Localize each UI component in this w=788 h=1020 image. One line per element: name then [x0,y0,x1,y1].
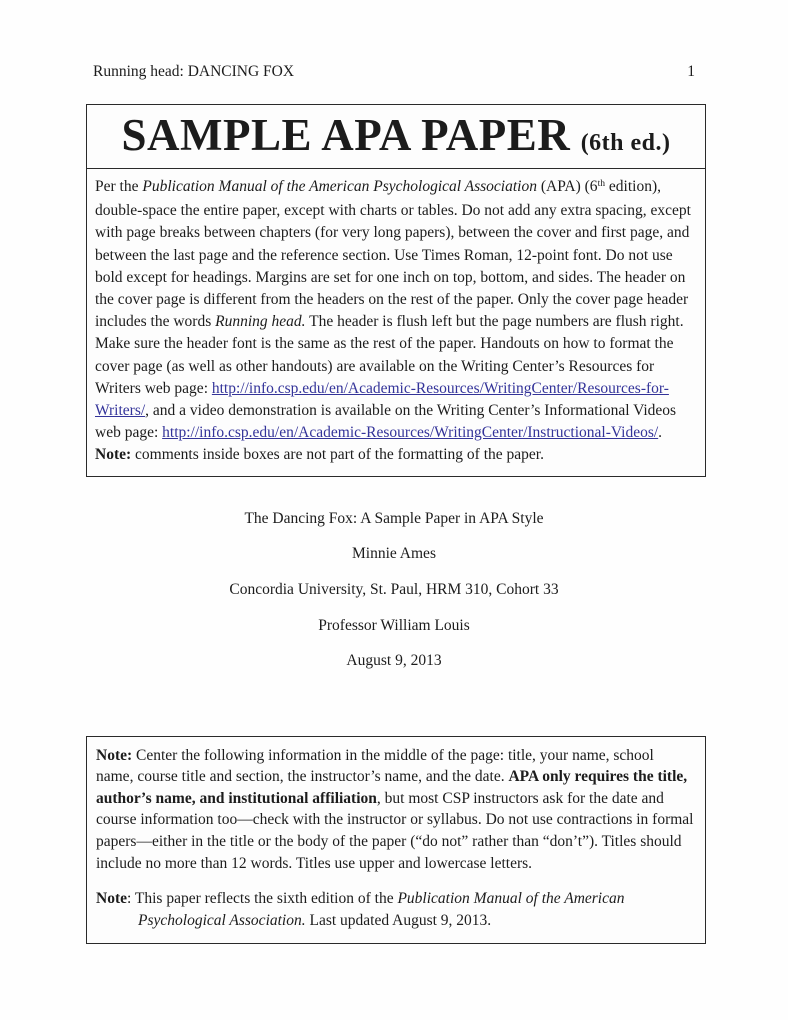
text-segment: The header is flush left but the page numbers are flush right. Make sure the header font is the same as the rest of the paper. Handouts on how to format the cover page (as well as other handouts) are available on the Writing Center’s Resources for Writers web page: [95,313,684,397]
page-header [93,0,695,81]
author-name: Minnie Ames [352,545,436,563]
text-segment: comments inside boxes are not part of the formatting of the paper. [131,446,544,464]
text-segment: Last updated August 9, 2013. [305,911,492,929]
text-segment: . [658,424,663,442]
text-segment: (APA) (6 [536,178,598,195]
running-head: Running head: DANCING FOX [93,63,295,80]
text-segment: Note: [95,446,132,464]
note-paragraph-2 [96,888,695,931]
sample-paper-title: SAMPLE APA PAPER [121,110,571,160]
text-segment: Running head. [215,313,306,331]
instruction-paragraph [95,176,697,467]
text-segment: , but most CSP instructors ask for the date and course information too—check with the instructor or syllabus. Do not use contractions in formal papers—either in the title or the body of the paper (“do not” rather than “don’t”). Titles should include no more than 12 words. Titles use upper and lowercase letters. [96,789,694,872]
text-segment: Publication Manual of the American Psychological Association. [138,890,625,929]
text-segment: Note: [96,746,133,764]
hyperlink[interactable]: http://info.csp.edu/en/Academic-Resources/WritingCenter/Instructional-Videos/ [162,424,659,442]
hyperlink[interactable]: http://info.csp.edu/en/Academic-Resources/WritingCenter/Resources-for-Writers/ [95,379,669,420]
text-segment: Center the following information in the middle of the page: title, your name, school name, course title and section, the instructor’s name, and the date. [96,746,654,786]
professor-name: Professor William Louis [318,616,470,634]
text-segment: Note [96,890,127,908]
text-segment: APA only requires the title, author’s name, and institutional affiliation [96,768,688,807]
title-box [87,105,705,169]
cover-title-block [0,508,788,673]
instruction-box [87,169,705,476]
note-box [86,736,706,945]
text-segment: th [597,178,606,190]
date-line: August 9, 2013 [346,652,442,670]
paper-title-line: The Dancing Fox: A Sample Paper in APA Style [244,509,544,527]
text-segment: edition), double-space the entire paper, except with charts or tables. Do not add any extra spacing, except with page breaks between chapters (for very long papers), between the cover and first page, and between the last page and the reference section. Use Times Roman, 12-point font. Do not use bold except for headings. Margins are set for one inch on top, bottom, and sides. The header on the cover page is different from the headers on the rest of the paper. Only the cover page header includes the words [95,178,691,331]
text-segment: , and a video demonstration is available on the Writing Center’s Informational Videos web page: [95,402,677,442]
edition-text: (6th ed.) [580,130,671,156]
text-segment: : This paper reflects the sixth edition of the [127,890,398,908]
text-segment: Publication Manual of the American Psychological Association [142,178,537,195]
page-number: 1 [687,63,695,80]
title-and-instruction-boxes [86,104,706,477]
note-paragraph-1 [96,745,695,875]
text-segment: Per the [95,178,143,195]
institution-course-line: Concordia University, St. Paul, HRM 310, Cohort 33 [229,581,559,599]
